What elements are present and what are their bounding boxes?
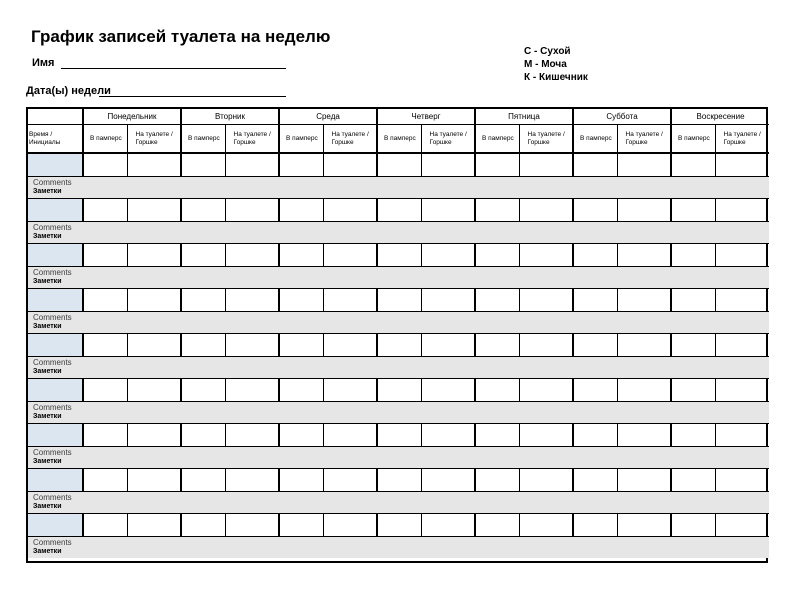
toilet-cell[interactable]: [225, 424, 279, 447]
date-field[interactable]: [99, 96, 286, 97]
diaper-cell[interactable]: [573, 514, 617, 537]
toilet-cell[interactable]: [715, 469, 769, 492]
diaper-cell[interactable]: [83, 153, 127, 177]
comment-field[interactable]: [28, 492, 769, 514]
toilet-header: На туалете / Горшке: [421, 125, 475, 154]
comment-field[interactable]: [28, 402, 769, 424]
toilet-cell[interactable]: [127, 514, 181, 537]
toilet-cell[interactable]: [715, 424, 769, 447]
notes-label: Заметки: [33, 278, 62, 285]
toilet-header: На туалете / Горшке: [617, 125, 671, 154]
diaper-cell[interactable]: [181, 334, 225, 357]
day-header: Понедельник: [83, 109, 181, 125]
toilet-cell[interactable]: [617, 153, 671, 177]
entry-row: [28, 379, 769, 402]
toilet-cell[interactable]: [127, 153, 181, 177]
diaper-cell[interactable]: [671, 199, 715, 222]
notes-label: Заметки: [33, 548, 62, 555]
comment-row: [28, 402, 769, 424]
toilet-cell[interactable]: [225, 334, 279, 357]
time-initials-cell[interactable]: [28, 469, 83, 492]
comments-label: Comments: [33, 493, 72, 502]
comment-row: [28, 222, 769, 244]
toilet-cell[interactable]: [617, 199, 671, 222]
toilet-cell[interactable]: [421, 469, 475, 492]
entry-row: [28, 334, 769, 357]
diaper-header: В памперс: [279, 125, 323, 154]
diaper-cell[interactable]: [83, 334, 127, 357]
toilet-cell[interactable]: [519, 153, 573, 177]
diaper-header: В памперс: [475, 125, 519, 154]
toilet-header: На туалете / Горшке: [127, 125, 181, 154]
toilet-cell[interactable]: [323, 514, 377, 537]
toilet-cell[interactable]: [519, 379, 573, 402]
diaper-cell[interactable]: [279, 199, 323, 222]
toilet-cell[interactable]: [617, 424, 671, 447]
legend: [524, 45, 588, 84]
diaper-header: В памперс: [83, 125, 127, 154]
legend-bowel: К - Кишечник: [524, 72, 588, 83]
entry-row: [28, 514, 769, 537]
diaper-cell[interactable]: [475, 469, 519, 492]
toilet-cell[interactable]: [617, 244, 671, 267]
entry-row: [28, 424, 769, 447]
day-header: Четверг: [377, 109, 475, 125]
toilet-cell[interactable]: [715, 153, 769, 177]
comment-field[interactable]: [28, 357, 769, 379]
toilet-cell[interactable]: [617, 334, 671, 357]
toilet-cell[interactable]: [617, 379, 671, 402]
diaper-cell[interactable]: [671, 424, 715, 447]
comment-field[interactable]: [28, 312, 769, 334]
notes-label: Заметки: [33, 233, 62, 240]
entry-row: [28, 153, 769, 177]
comment-row: [28, 492, 769, 514]
diaper-cell[interactable]: [573, 289, 617, 312]
day-header: Среда: [279, 109, 377, 125]
comments-label: Comments: [33, 358, 72, 367]
diaper-cell[interactable]: [83, 199, 127, 222]
day-header: Пятница: [475, 109, 573, 125]
diaper-cell[interactable]: [377, 199, 421, 222]
diaper-cell[interactable]: [573, 244, 617, 267]
date-label: Дата(ы) недели: [26, 85, 111, 97]
diaper-cell[interactable]: [279, 244, 323, 267]
time-initials-cell[interactable]: [28, 289, 83, 312]
diaper-cell[interactable]: [475, 379, 519, 402]
comment-row: [28, 357, 769, 379]
notes-label: Заметки: [33, 188, 62, 195]
diaper-cell[interactable]: [671, 244, 715, 267]
toilet-cell[interactable]: [323, 424, 377, 447]
toilet-cell[interactable]: [225, 289, 279, 312]
diaper-cell[interactable]: [377, 334, 421, 357]
toilet-cell[interactable]: [225, 379, 279, 402]
toilet-cell[interactable]: [617, 289, 671, 312]
diaper-cell[interactable]: [475, 289, 519, 312]
comment-row: [28, 537, 769, 559]
diaper-cell[interactable]: [671, 469, 715, 492]
toilet-cell[interactable]: [225, 514, 279, 537]
comment-row: [28, 312, 769, 334]
time-initials-cell[interactable]: [28, 424, 83, 447]
toilet-cell[interactable]: [421, 514, 475, 537]
diaper-cell[interactable]: [279, 153, 323, 177]
notes-label: Заметки: [33, 368, 62, 375]
diaper-cell[interactable]: [671, 379, 715, 402]
toilet-header: На туалете / Горшке: [225, 125, 279, 154]
diaper-cell[interactable]: [377, 514, 421, 537]
time-initials-header: Время / Инициалы: [28, 125, 83, 154]
toilet-cell[interactable]: [519, 244, 573, 267]
diaper-cell[interactable]: [475, 424, 519, 447]
diaper-cell[interactable]: [475, 153, 519, 177]
comment-field[interactable]: [28, 222, 769, 244]
toilet-cell[interactable]: [323, 244, 377, 267]
diaper-cell[interactable]: [671, 153, 715, 177]
diaper-cell[interactable]: [377, 379, 421, 402]
notes-label: Заметки: [33, 458, 62, 465]
notes-label: Заметки: [33, 323, 62, 330]
toilet-cell[interactable]: [519, 469, 573, 492]
toilet-cell[interactable]: [715, 244, 769, 267]
toilet-cell[interactable]: [127, 244, 181, 267]
toilet-cell[interactable]: [715, 199, 769, 222]
diaper-cell[interactable]: [83, 289, 127, 312]
diaper-cell[interactable]: [573, 199, 617, 222]
diaper-cell[interactable]: [83, 244, 127, 267]
diaper-cell[interactable]: [279, 379, 323, 402]
comments-label: Comments: [33, 223, 72, 232]
diaper-cell[interactable]: [671, 514, 715, 537]
diaper-cell[interactable]: [181, 199, 225, 222]
toilet-cell[interactable]: [127, 199, 181, 222]
diaper-cell[interactable]: [573, 424, 617, 447]
diaper-cell[interactable]: [181, 469, 225, 492]
toilet-cell[interactable]: [323, 379, 377, 402]
toilet-cell[interactable]: [519, 334, 573, 357]
day-header: Воскресение: [671, 109, 769, 125]
diaper-cell[interactable]: [475, 244, 519, 267]
toilet-cell[interactable]: [519, 289, 573, 312]
day-header: Суббота: [573, 109, 671, 125]
diaper-cell[interactable]: [181, 153, 225, 177]
comment-field[interactable]: [28, 267, 769, 289]
toilet-cell[interactable]: [127, 379, 181, 402]
toilet-cell[interactable]: [421, 153, 475, 177]
legend-urine: М - Моча: [524, 59, 567, 70]
toilet-cell[interactable]: [323, 289, 377, 312]
comment-row: [28, 177, 769, 199]
diaper-cell[interactable]: [573, 469, 617, 492]
toilet-cell[interactable]: [127, 289, 181, 312]
comment-field[interactable]: [28, 447, 769, 469]
toilet-cell[interactable]: [421, 289, 475, 312]
diaper-header: В памперс: [181, 125, 225, 154]
toilet-schedule-grid: [26, 107, 768, 563]
toilet-cell[interactable]: [519, 199, 573, 222]
comments-label: Comments: [33, 538, 72, 547]
comments-label: Comments: [33, 313, 72, 322]
diaper-cell[interactable]: [475, 199, 519, 222]
toilet-cell[interactable]: [715, 514, 769, 537]
diaper-cell[interactable]: [83, 514, 127, 537]
diaper-cell[interactable]: [83, 379, 127, 402]
diaper-cell[interactable]: [181, 379, 225, 402]
diaper-cell[interactable]: [475, 334, 519, 357]
diaper-cell[interactable]: [279, 289, 323, 312]
toilet-cell[interactable]: [715, 289, 769, 312]
diaper-cell[interactable]: [181, 244, 225, 267]
time-initials-cell[interactable]: [28, 199, 83, 222]
diaper-cell[interactable]: [279, 334, 323, 357]
name-label: Имя: [32, 57, 55, 69]
toilet-header: На туалете / Горшке: [715, 125, 769, 154]
time-initials-cell[interactable]: [28, 514, 83, 537]
toilet-cell[interactable]: [323, 153, 377, 177]
toilet-cell[interactable]: [617, 469, 671, 492]
toilet-cell[interactable]: [225, 153, 279, 177]
toilet-cell[interactable]: [715, 379, 769, 402]
diaper-cell[interactable]: [377, 153, 421, 177]
comments-label: Comments: [33, 403, 72, 412]
diaper-cell[interactable]: [181, 424, 225, 447]
toilet-header: На туалете / Горшке: [519, 125, 573, 154]
time-initials-cell[interactable]: [28, 379, 83, 402]
comments-label: Comments: [33, 268, 72, 277]
diaper-cell[interactable]: [377, 469, 421, 492]
diaper-cell[interactable]: [671, 334, 715, 357]
comment-field[interactable]: [28, 537, 769, 559]
diaper-header: В памперс: [573, 125, 617, 154]
time-initials-cell[interactable]: [28, 244, 83, 267]
diaper-cell[interactable]: [377, 244, 421, 267]
toilet-cell[interactable]: [225, 244, 279, 267]
diaper-cell[interactable]: [279, 469, 323, 492]
toilet-cell[interactable]: [519, 424, 573, 447]
comments-label: Comments: [33, 178, 72, 187]
notes-label: Заметки: [33, 503, 62, 510]
toilet-cell[interactable]: [127, 424, 181, 447]
diaper-header: В памперс: [671, 125, 715, 154]
comment-row: [28, 267, 769, 289]
toilet-cell[interactable]: [127, 469, 181, 492]
toilet-cell[interactable]: [225, 199, 279, 222]
entry-row: [28, 289, 769, 312]
diaper-cell[interactable]: [573, 379, 617, 402]
name-field[interactable]: [61, 68, 286, 69]
toilet-cell[interactable]: [323, 469, 377, 492]
comment-field[interactable]: [28, 177, 769, 199]
diaper-cell[interactable]: [279, 424, 323, 447]
notes-label: Заметки: [33, 413, 62, 420]
entry-row: [28, 469, 769, 492]
diaper-cell[interactable]: [83, 469, 127, 492]
diaper-cell[interactable]: [475, 514, 519, 537]
diaper-cell[interactable]: [181, 289, 225, 312]
time-initials-cell[interactable]: [28, 153, 83, 177]
toilet-cell[interactable]: [323, 334, 377, 357]
toilet-cell[interactable]: [323, 199, 377, 222]
diaper-cell[interactable]: [573, 153, 617, 177]
diaper-cell[interactable]: [181, 514, 225, 537]
page-title: График записей туалета на неделю: [31, 27, 331, 46]
diaper-cell[interactable]: [377, 424, 421, 447]
time-initials-cell[interactable]: [28, 334, 83, 357]
diaper-cell[interactable]: [279, 514, 323, 537]
toilet-cell[interactable]: [127, 334, 181, 357]
day-header: Вторник: [181, 109, 279, 125]
entry-row: [28, 244, 769, 267]
toilet-cell[interactable]: [421, 379, 475, 402]
toilet-cell[interactable]: [421, 424, 475, 447]
diaper-cell[interactable]: [573, 334, 617, 357]
toilet-cell[interactable]: [421, 334, 475, 357]
toilet-cell[interactable]: [225, 469, 279, 492]
diaper-cell[interactable]: [83, 424, 127, 447]
comments-label: Comments: [33, 448, 72, 457]
toilet-cell[interactable]: [617, 514, 671, 537]
toilet-cell[interactable]: [715, 334, 769, 357]
legend-dry: С - Сухой: [524, 46, 571, 57]
header-corner: [28, 109, 83, 125]
toilet-cell[interactable]: [421, 199, 475, 222]
diaper-header: В памперс: [377, 125, 421, 154]
diaper-cell[interactable]: [671, 289, 715, 312]
toilet-header: На туалете / Горшке: [323, 125, 377, 154]
diaper-cell[interactable]: [377, 289, 421, 312]
toilet-cell[interactable]: [421, 244, 475, 267]
comment-row: [28, 447, 769, 469]
entry-row: [28, 199, 769, 222]
toilet-cell[interactable]: [519, 514, 573, 537]
